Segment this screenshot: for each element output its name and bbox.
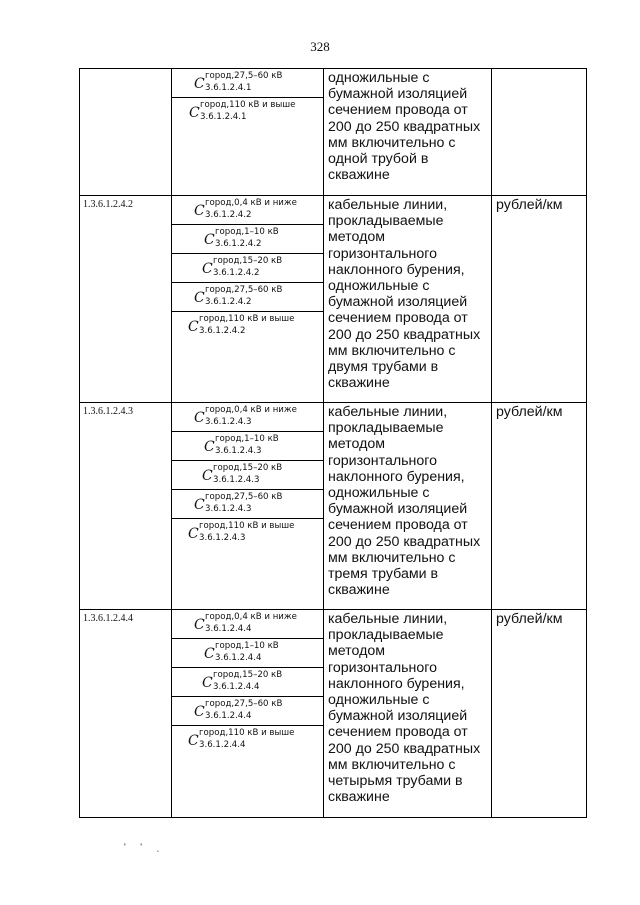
- rate-symbol: C: [189, 105, 200, 121]
- rate-formula: [172, 461, 323, 490]
- rate-superscript: город,27,5–60 кВ: [205, 492, 283, 502]
- rate-symbol: C: [188, 319, 199, 335]
- rate-symbol: C: [202, 675, 213, 691]
- rate-superscript: город,27,5–60 кВ: [205, 71, 283, 81]
- description: кабельные линии, прокладываемые методом горизонтального наклонного бурения, одножильные с бумажной изоляцией сечением провода от 200 до 250 квадратных мм включительно с двумя трубами в скважине: [324, 196, 492, 403]
- unit: рублей/км: [492, 196, 587, 403]
- rate-symbol: C: [194, 203, 205, 219]
- rate-superscript: город,15–20 кВ: [213, 670, 283, 680]
- rate-superscript: город,1–10 кВ: [215, 641, 279, 651]
- unit: рублей/км: [492, 610, 587, 818]
- rate-superscript: город,15–20 кВ: [213, 463, 283, 473]
- rate-subscript: 3.6.1.2.4.1: [200, 112, 247, 122]
- rate-subscript: 3.6.1.2.4.3: [205, 417, 252, 427]
- rate-formula: [172, 610, 323, 639]
- rate-subscript: 3.6.1.2.4.4: [215, 653, 262, 663]
- item-code: 1.3.6.1.2.4.3: [80, 403, 172, 610]
- item-code: 1.3.6.1.2.4.2: [80, 196, 172, 403]
- rate-superscript: город,27,5–60 кВ: [205, 285, 283, 295]
- rate-subscript: 3.6.1.2.4.4: [205, 624, 252, 634]
- rate-symbol: C: [188, 526, 199, 542]
- rate-superscript: город,110 кВ и выше: [199, 314, 295, 324]
- rate-subscript: 3.6.1.2.4.4: [199, 740, 246, 750]
- table-row: [80, 196, 587, 403]
- rate-subscript: 3.6.1.2.4.4: [205, 711, 252, 721]
- rate-symbol: C: [202, 261, 213, 277]
- rate-formula: [172, 668, 323, 697]
- rate-subscript: 3.6.1.2.4.2: [205, 297, 252, 307]
- rate-subscript: 3.6.1.2.4.2: [205, 210, 252, 220]
- rate-subscript: 3.6.1.2.4.4: [213, 682, 260, 692]
- rate-superscript: город,1–10 кВ: [215, 434, 279, 444]
- rate-formula: [172, 69, 323, 98]
- rate-symbol: C: [194, 76, 205, 92]
- rate-formula: [172, 312, 323, 341]
- rate-subscript: 3.6.1.2.4.2: [199, 326, 246, 336]
- rate-formula: [172, 254, 323, 283]
- table-row: [80, 610, 587, 818]
- rate-list: [172, 69, 324, 196]
- table-row: [80, 69, 587, 196]
- rate-subscript: 3.6.1.2.4.2: [215, 239, 262, 249]
- rate-subscript: 3.6.1.2.4.1: [205, 83, 252, 93]
- tariff-table: [79, 68, 587, 818]
- rate-formula: [172, 697, 323, 726]
- rate-symbol: C: [194, 617, 205, 633]
- rate-symbol: C: [194, 497, 205, 513]
- unit: рублей/км: [492, 403, 587, 610]
- rate-superscript: город,27,5–60 кВ: [205, 699, 283, 709]
- rate-formula: [172, 225, 323, 254]
- rate-formula: [172, 490, 323, 519]
- rate-subscript: 3.6.1.2.4.3: [215, 446, 262, 456]
- footer-mark: ' ' ˎ: [124, 842, 166, 852]
- table-row: [80, 403, 587, 610]
- rate-formula: [172, 283, 323, 312]
- rate-symbol: C: [204, 439, 215, 455]
- rate-formula: [172, 519, 323, 548]
- rate-superscript: город,110 кВ и выше: [199, 521, 295, 531]
- rate-superscript: город,1–10 кВ: [215, 227, 279, 237]
- rate-list: [172, 196, 324, 403]
- rate-superscript: город,0,4 кВ и ниже: [205, 405, 297, 415]
- rate-subscript: 3.6.1.2.4.2: [213, 268, 260, 278]
- rate-superscript: город,15–20 кВ: [213, 256, 283, 266]
- rate-symbol: C: [204, 646, 215, 662]
- unit: [492, 69, 587, 196]
- rate-subscript: 3.6.1.2.4.3: [205, 504, 252, 514]
- rate-subscript: 3.6.1.2.4.3: [213, 475, 260, 485]
- description: одножильные с бумажной изоляцией сечением провода от 200 до 250 квадратных мм включительно с одной трубой в скважине: [324, 69, 492, 196]
- rate-list: [172, 610, 324, 818]
- rate-symbol: C: [204, 232, 215, 248]
- rate-superscript: город,110 кВ и выше: [200, 100, 296, 110]
- rate-superscript: город,0,4 кВ и ниже: [205, 198, 297, 208]
- rate-formula: [172, 98, 323, 127]
- description: кабельные линии, прокладываемые методом горизонтального наклонного бурения, одножильные с бумажной изоляцией сечением провода от 200 до 250 квадратных мм включительно с тремя трубами в скважине: [324, 403, 492, 610]
- description: кабельные линии, прокладываемые методом горизонтального наклонного бурения, одножильные с бумажной изоляцией сечением провода от 200 до 250 квадратных мм включительно с четырьмя трубами в скважине: [324, 610, 492, 818]
- rate-formula: [172, 403, 323, 432]
- rate-formula: [172, 432, 323, 461]
- rate-symbol: C: [194, 290, 205, 306]
- rate-superscript: город,0,4 кВ и ниже: [205, 612, 297, 622]
- rate-symbol: C: [194, 410, 205, 426]
- rate-list: [172, 403, 324, 610]
- rate-symbol: C: [194, 704, 205, 720]
- rate-symbol: C: [202, 468, 213, 484]
- item-code: 1.3.6.1.2.4.4: [80, 610, 172, 818]
- rate-formula: [172, 196, 323, 225]
- item-code: [80, 69, 172, 196]
- rate-superscript: город,110 кВ и выше: [199, 728, 295, 738]
- rate-formula: [172, 726, 323, 755]
- rate-subscript: 3.6.1.2.4.3: [199, 533, 246, 543]
- page-number: 328: [310, 39, 330, 54]
- rate-symbol: C: [188, 733, 199, 749]
- rate-formula: [172, 639, 323, 668]
